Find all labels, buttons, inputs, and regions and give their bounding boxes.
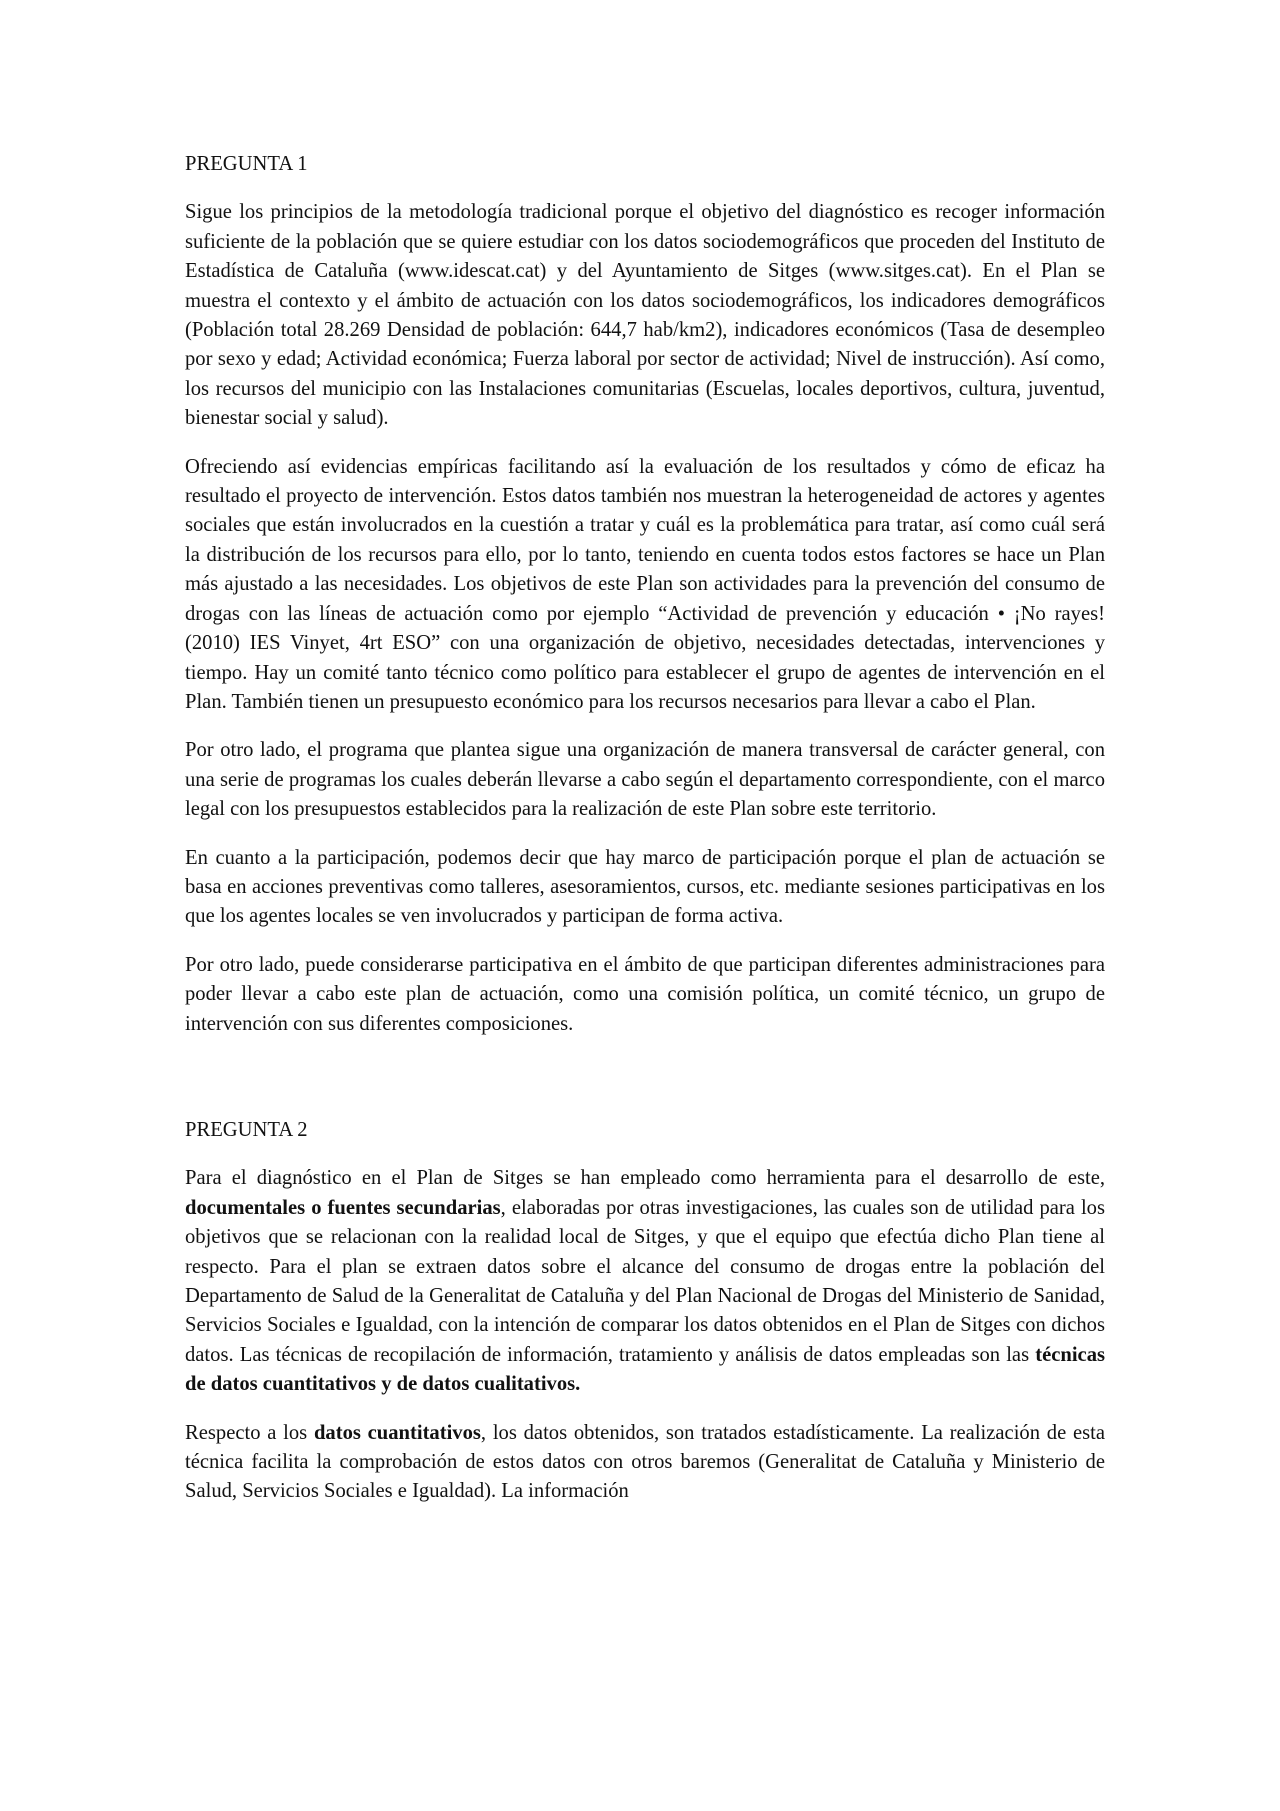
section-2-paragraph-1 (185, 1164, 1105, 1399)
section-1-paragraph-2: Ofreciendo así evidencias empíricas facilitando así la evaluación de los resultados y cómo de eficaz ha resultado el proyecto de intervención. Estos datos también nos muestran la heterogeneidad de actores y agentes sociales que están involucrados en la cuestión a tratar y cuál es la problemática para tratar, así como cuál será la distribución de los recursos para ello, por lo tanto, teniendo en cuenta todos estos factores se hace un Plan más ajustado a las necesidades. Los objetivos de este Plan son actividades para la prevención del consumo de drogas con las líneas de actuación como por ejemplo “Actividad de prevención y educación • ¡No rayes! (2010) IES Vinyet, 4rt ESO” con una organización de objetivo, necesidades detectadas, intervenciones y tiempo. Hay un comité tanto técnico como político para establecer el grupo de agentes de intervención en el Plan. También tienen un presupuesto económico para los recursos necesarios para llevar a cabo el Plan. (185, 455, 1105, 713)
section-1-paragraph-1: Sigue los principios de la metodología tradicional porque el objetivo del diagnóstico es recoger información suficiente de la población que se quiere estudiar con los datos sociodemográficos que proceden del Instituto de Estadística de Cataluña (www.idescat.cat) y del Ayuntamiento de Sitges (www.sitges.cat). En el Plan se muestra el contexto y el ámbito de actuación con los datos sociodemográficos, los indicadores demográficos (Población total 28.269 Densidad de población: 644,7 hab/km2), indicadores económicos (Tasa de desempleo por sexo y edad; Actividad económica; Fuerza laboral por sector de actividad; Nivel de instrucción). Así como, los recursos del municipio con las Instalaciones comunitarias (Escuelas, locales deportivos, cultura, juventud, bienestar social y salud). (185, 201, 1105, 430)
text-run: Para el diagnóstico en el Plan de Sitges se han empleado como herramienta para el desarrollo de este, (185, 1167, 1105, 1190)
text-run: Respecto a los (185, 1421, 314, 1444)
section-1-paragraph-5: Por otro lado, puede considerarse participativa en el ámbito de que participan diferentes administraciones para poder llevar a cabo este plan de actuación, como una comisión política, un comité técnico, un grupo de intervención con sus diferentes composiciones. (185, 953, 1105, 1035)
section-2-paragraph-2 (185, 1419, 1105, 1507)
section-1-paragraph-3: Por otro lado, el programa que plantea sigue una organización de manera transversal de carácter general, con una serie de programas los cuales deberán llevarse a cabo según el departamento correspondiente, con el marco legal con los presupuestos establecidos para la realización de este Plan sobre este territorio. (185, 739, 1105, 821)
section-spacer (185, 1058, 1105, 1116)
bold-text-run: técnicas de datos cuantitativos y de datos cualitativos. (185, 1343, 1105, 1396)
section-1-paragraph-4: En cuanto a la participación, podemos decir que hay marco de participación porque el plan de actuación se basa en acciones preventivas como talleres, asesoramientos, cursos, etc. mediante sesiones participativas en los que los agentes locales se ven involucrados y participan de forma activa. (185, 846, 1105, 928)
text-run: , los datos obtenidos, son tratados estadísticamente. La realización de esta técnica facilita la comprobación de estos datos con otros baremos (Generalitat de Cataluña y Ministerio de Salud, Servicios Sociales e Igualdad). La información (185, 1421, 1105, 1503)
bold-text-run: documentales o fuentes secundarias (185, 1196, 501, 1219)
bold-text-run: datos cuantitativos (313, 1421, 481, 1444)
section-1-heading: PREGUNTA 1 (185, 153, 308, 175)
text-run: , elaboradas por otras investigaciones, las cuales son de utilidad para los objetivos que se relacionan con la realidad local de Sitges, y que el equipo que efectúa dicho Plan tiene al respecto. Para el plan se extraen datos sobre el alcance del consumo de drogas entre la población del Departamento de Salud de la Generalitat de Cataluña y del Plan Nacional de Drogas del Ministerio de Sanidad, Servicios Sociales e Igualdad, con la intención de comparar los datos obtenidos en el Plan de Sitges con dichos datos. Las técnicas de recopilación de información, tratamiento y análisis de datos empleadas son las (185, 1196, 1105, 1366)
document-page (185, 150, 1105, 1526)
section-2-heading: PREGUNTA 2 (185, 1118, 308, 1141)
